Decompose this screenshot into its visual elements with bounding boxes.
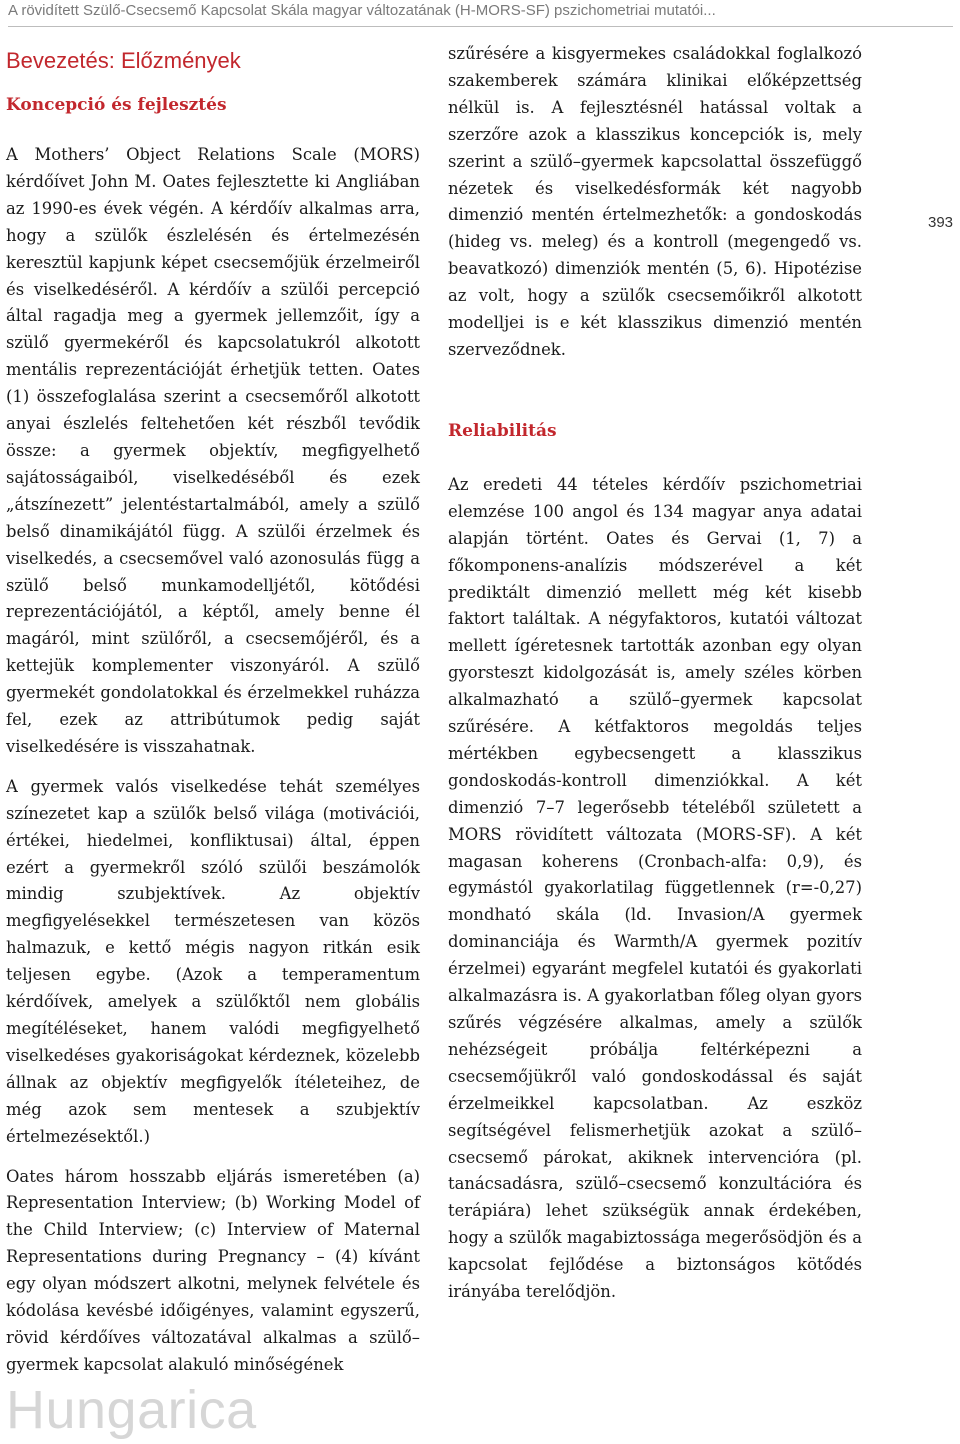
section-title-reliability: Reliabilitás [448, 420, 557, 441]
subsection-title: Koncepció és fejlesztés [6, 95, 227, 115]
paragraph: Az eredeti 44 tételes kérdőív pszichometriai elemzése 100 angol és 134 magyar anya adatai alapján történt. Oates és Gervai (1, 7) a főkomponens-analízis módszerével a két prediktált dimenzió mellett még két kisebb faktort találtak. A négyfaktoros, kutatói változat mellett ígéretesnek tartották azonban egy olyan gyorsteszt kidolgozását is, amely széles körben alkalmazható a szülő–gyermek kapcsolat szűrésére. A kétfaktoros megoldás teljes mértékben egybecsengett a klasszikus gondoskodás-kontroll dimenziókkal. A két dimenzió 7–7 legerősebb tételéből született a MORS rövidített változata (MORS-SF). A két magasan koherens (Cronbach-alfa: 0,9), és egymástól gyakorlatilag függetlennek (r=-0,27) mondható skála (ld. Invasion/A gyermek dominanciája és Warmth/A gyermek pozitív érzelmei) egyaránt megfelel kutatói és gyakorlati alkalmazásra is. A gyakorlatban főleg olyan gyors szűrés végzésére alkalmas, amely a szülők nehézségeit próbálja feltérképezni a csecsemőjükről való gondoskodással és saját érzelmeikkel kapcsolatban. Az eszköz segítségével felismerhetjük azokat a szülő–csecsemő párokat, akiknek intervencióra (pl. tanácsadásra, szülő–csecsemő konzultációra és terápiára) lehet szükségük annak érdekében, hogy a szülők magabiztossága megerősödjön és a kapcsolat fejlődése a biztonságos kötődés irányába terelődjön. [448, 474, 862, 1302]
paragraph: szűrésére a kisgyermekes családokkal foglalkozó szakemberek számára klinikai előképzettség nélkül is. A fejlesztésnél hatással voltak a szerzőre azok a klasszikus koncepciók is, mely szerint a szülő–gyermek kapcsolattal összefüggő nézetek és viselkedésformák két nagyobb dimenzió mentén értelmezhetők: a gondoskodás (hideg vs. meleg) és a kontroll (megengedő vs. beavatkozó) dimenziók mentén (5, 6). Hipotézise az volt, hogy a szülők csecsemőikről alkotott modelljei is e két klasszikus dimenzió mentén szerveződnek. [448, 44, 862, 359]
paragraph: A Mothers’ Object Relations Scale (MORS) kérdőívet John M. Oates fejlesztette ki Angliában az 1990-es évek végén. A kérdőív alkalmas arra, hogy a szülők észlelésén és értelmezésén keresztül kapjunk képet csecsemőjük érzelmeiről és viselkedéséről. A kérdőív a szülői percepció által ragadja meg a gyermek jellemzőit, így a szülő gyermekéről és kapcsolatukról alkotott mentális reprezentációját érhetjük tetten. Oates (1) összefoglalása szerint a csecsemőről alkotott anyai észlelés feltehetően két részből tevődik össze: a gyermek objektív, megfigyelhető sajátosságaiból, viselkedéséből és ezek „átszínezett” jelentéstartalmából, amely a szülő belső dinamikájától függ. A szülői érzelmek és viselkedés, a csecsemővel való azonosulás függ a szülő belső munkamodelljétől, kötődési reprezentációjától, a képtől, amely benne él magáról, mint szülőről, a csecsemőjéről, és a kettejük komplementer viszonyáról. A szülő gyermekét gondolatokkal és érzelmekkel ruházza fel, ezek az attribútumok pedig saját viselkedésére is visszahatnak. [6, 145, 420, 756]
left-column [6, 40, 420, 1379]
hungarica-watermark: Hungarica [6, 1380, 257, 1440]
page-number: 393 [928, 214, 954, 231]
right-column [448, 41, 862, 1306]
paragraph: A gyermek valós viselkedése tehát személyes színezetet kap a szülők belső világa (motivációi, értékei, hiedelmei, konfliktusai) által, éppen ezért a gyermekről szóló szülői beszámolók mindig szubjektívek. Az objektív megfigyelésekkel természetesen van közös halmazuk, e kettő mégis nagyon ritkán esik teljesen egybe. (Azok a temperamentum kérdőívek, amelyek a szülőktől nem globális megítéléseket, hanem valódi megfigyelhető viselkedéses gyakoriságokat kérdeznek, közelebb állnak az objektív megfigyelők ítéleteihez, de még azok sem mentesek a szubjektív értelmezésektől.) [6, 776, 420, 1146]
paragraph: Oates három hosszabb eljárás ismeretében (a) Representation Interview; (b) Working Model of the Child Interview; (c) Interview of Maternal Representations during Pregnancy – (4) kívánt egy olyan módszert alkotni, melynek felvétele és kódolása kevésbé időigényes, valamint egyszerű, rövid kérdőíves változatával alkalmas a szülő–gyermek kapcsolat alakuló minőségének [6, 1166, 420, 1374]
running-header: A rövidített Szülő-Csecsemő Kapcsolat Skála magyar változatának (H-MORS-SF) pszichometriai mutatói... [8, 0, 953, 27]
section-title: Bevezetés: Előzmények [6, 48, 241, 73]
